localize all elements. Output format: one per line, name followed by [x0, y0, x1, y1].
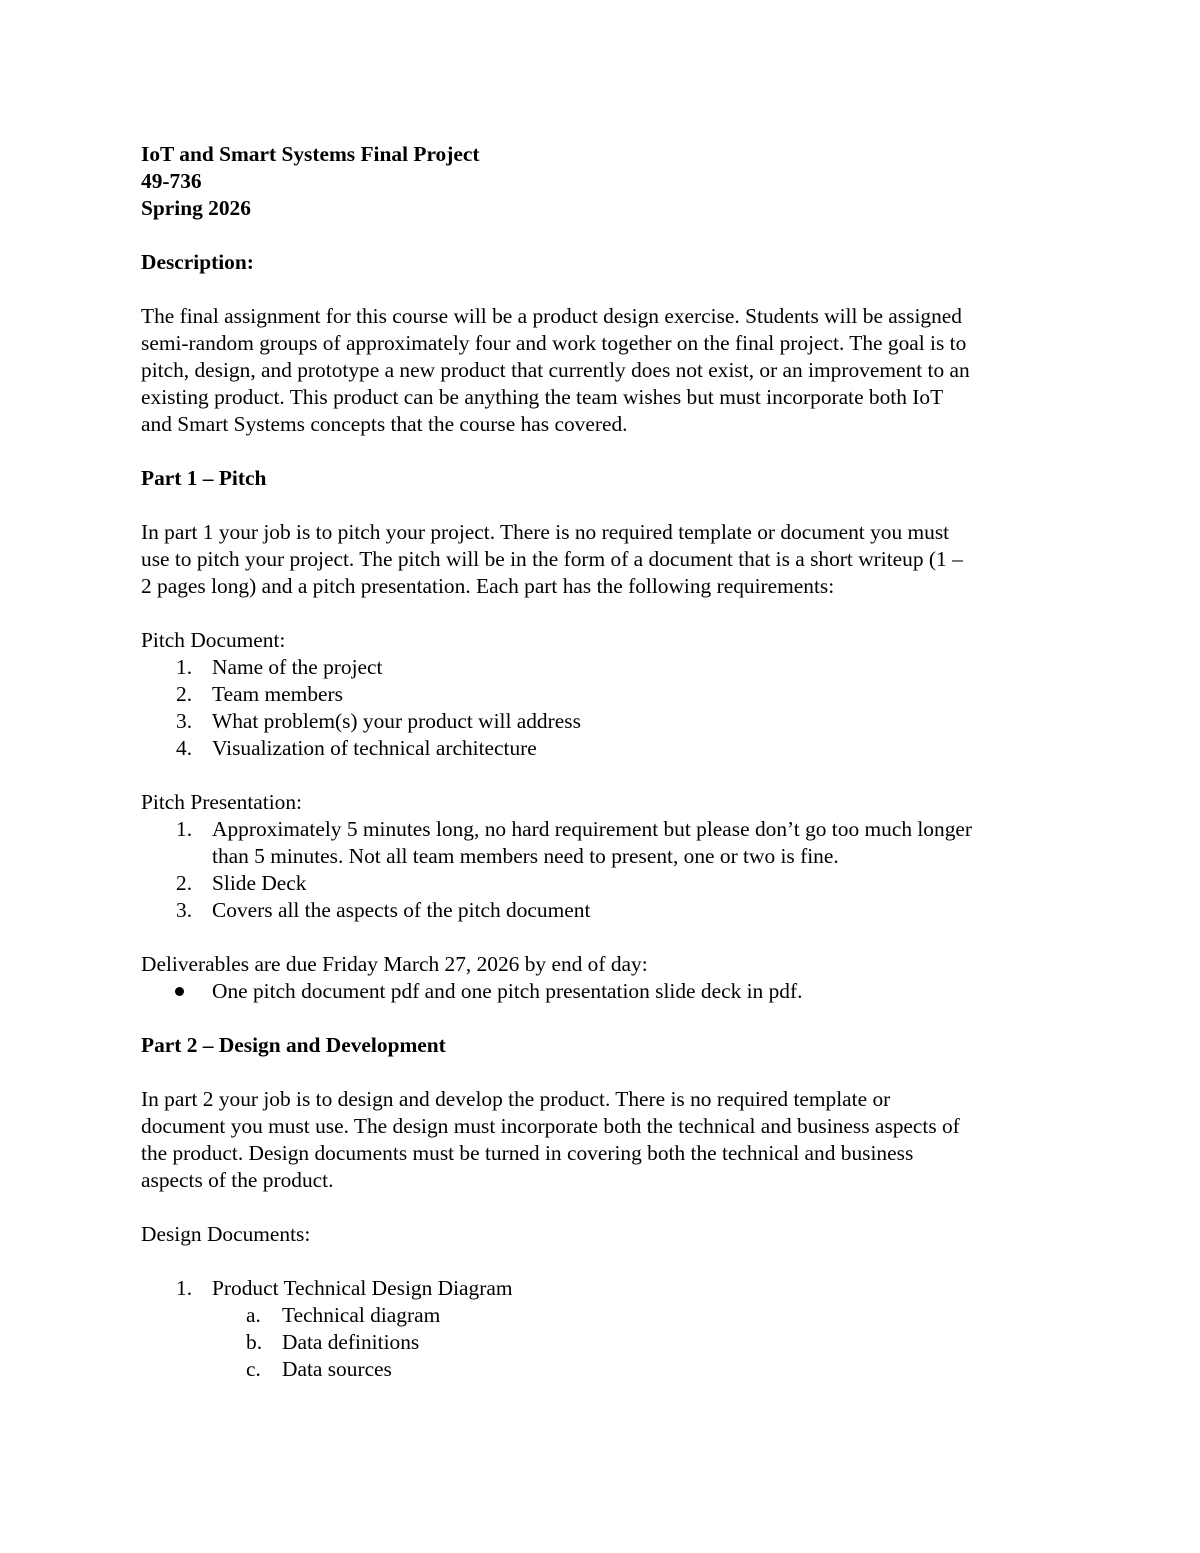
list-item — [141, 681, 1061, 708]
paragraph-line: and Smart Systems concepts that the course has covered. — [141, 412, 628, 436]
sub-list-item — [141, 1329, 1061, 1356]
list-text: Covers all the aspects of the pitch document — [212, 898, 591, 922]
list-text: Slide Deck — [212, 871, 307, 895]
sub-list-item — [141, 1356, 1061, 1383]
list-item — [141, 870, 1061, 897]
list-text: Data definitions — [282, 1330, 420, 1354]
list-text: What problem(s) your product will address — [212, 709, 581, 733]
list-item — [141, 897, 1061, 924]
paragraph-line: use to pitch your project. The pitch will be in the form of a document that is a short writeup (1 – — [141, 547, 963, 571]
list-number: 3. — [176, 898, 193, 922]
course-number: 49-736 — [141, 169, 202, 193]
sub-list-item — [141, 1302, 1061, 1329]
list-item — [141, 735, 1061, 762]
pitch-presentation-list — [141, 816, 1061, 924]
list-number: 2. — [176, 682, 193, 706]
bullet-item — [141, 978, 1061, 1005]
bullet-text: One pitch document pdf and one pitch presentation slide deck in pdf. — [212, 979, 803, 1003]
description-paragraph — [141, 303, 1061, 438]
pitch-presentation-label: Pitch Presentation: — [141, 790, 303, 814]
list-number: 4. — [176, 736, 193, 760]
term: Spring 2026 — [141, 196, 251, 220]
design-documents-label: Design Documents: — [141, 1222, 311, 1246]
part2-intro-paragraph — [141, 1086, 1061, 1194]
paragraph-line: the product. Design documents must be turned in covering both the technical and business — [141, 1141, 914, 1165]
list-text: Technical diagram — [282, 1303, 441, 1327]
design-documents-list — [141, 1275, 1061, 1383]
list-text: Visualization of technical architecture — [212, 736, 537, 760]
description-heading: Description: — [141, 250, 254, 274]
document-page — [141, 141, 1061, 1383]
list-item — [141, 654, 1061, 681]
list-item — [141, 1275, 1061, 1302]
list-text-continuation: than 5 minutes. Not all team members need to present, one or two is fine. — [212, 844, 839, 868]
paragraph-line: document you must use. The design must incorporate both the technical and business aspects of — [141, 1114, 960, 1138]
list-number: 1. — [176, 817, 193, 841]
document-title: IoT and Smart Systems Final Project — [141, 142, 480, 166]
list-number: 1. — [176, 655, 193, 679]
paragraph-line: The final assignment for this course will be a product design exercise. Students will be assigned — [141, 304, 962, 328]
paragraph-line: In part 2 your job is to design and develop the product. There is no required template or — [141, 1087, 891, 1111]
paragraph-line: pitch, design, and prototype a new product that currently does not exist, or an improvement to an — [141, 358, 970, 382]
paragraph-line: 2 pages long) and a pitch presentation. Each part has the following requirements: — [141, 574, 835, 598]
list-number: 2. — [176, 871, 193, 895]
list-text: Data sources — [282, 1357, 392, 1381]
list-text: Team members — [212, 682, 343, 706]
paragraph-line: existing product. This product can be anything the team wishes but must incorporate both IoT — [141, 385, 944, 409]
list-number: 1. — [176, 1276, 193, 1300]
part2-heading: Part 2 – Design and Development — [141, 1033, 446, 1057]
paragraph-line: In part 1 your job is to pitch your project. There is no required template or document you must — [141, 520, 950, 544]
paragraph-line: semi-random groups of approximately four and work together on the final project. The goal is to — [141, 331, 967, 355]
list-letter: c. — [246, 1357, 261, 1381]
list-number: 3. — [176, 709, 193, 733]
list-letter: a. — [246, 1303, 261, 1327]
pitch-document-label: Pitch Document: — [141, 628, 286, 652]
pitch-document-list — [141, 654, 1061, 762]
list-text: Product Technical Design Diagram — [212, 1276, 513, 1300]
part1-intro-paragraph — [141, 519, 1061, 600]
list-text: Name of the project — [212, 655, 383, 679]
list-letter: b. — [246, 1330, 263, 1354]
part1-heading: Part 1 – Pitch — [141, 466, 267, 490]
list-item — [141, 708, 1061, 735]
deliverables-label: Deliverables are due Friday March 27, 2026 by end of day: — [141, 952, 648, 976]
list-text: Approximately 5 minutes long, no hard requirement but please don’t go too much longer — [212, 817, 973, 841]
paragraph-line: aspects of the product. — [141, 1168, 334, 1192]
bullet-icon — [175, 987, 184, 996]
list-item — [141, 816, 1061, 870]
